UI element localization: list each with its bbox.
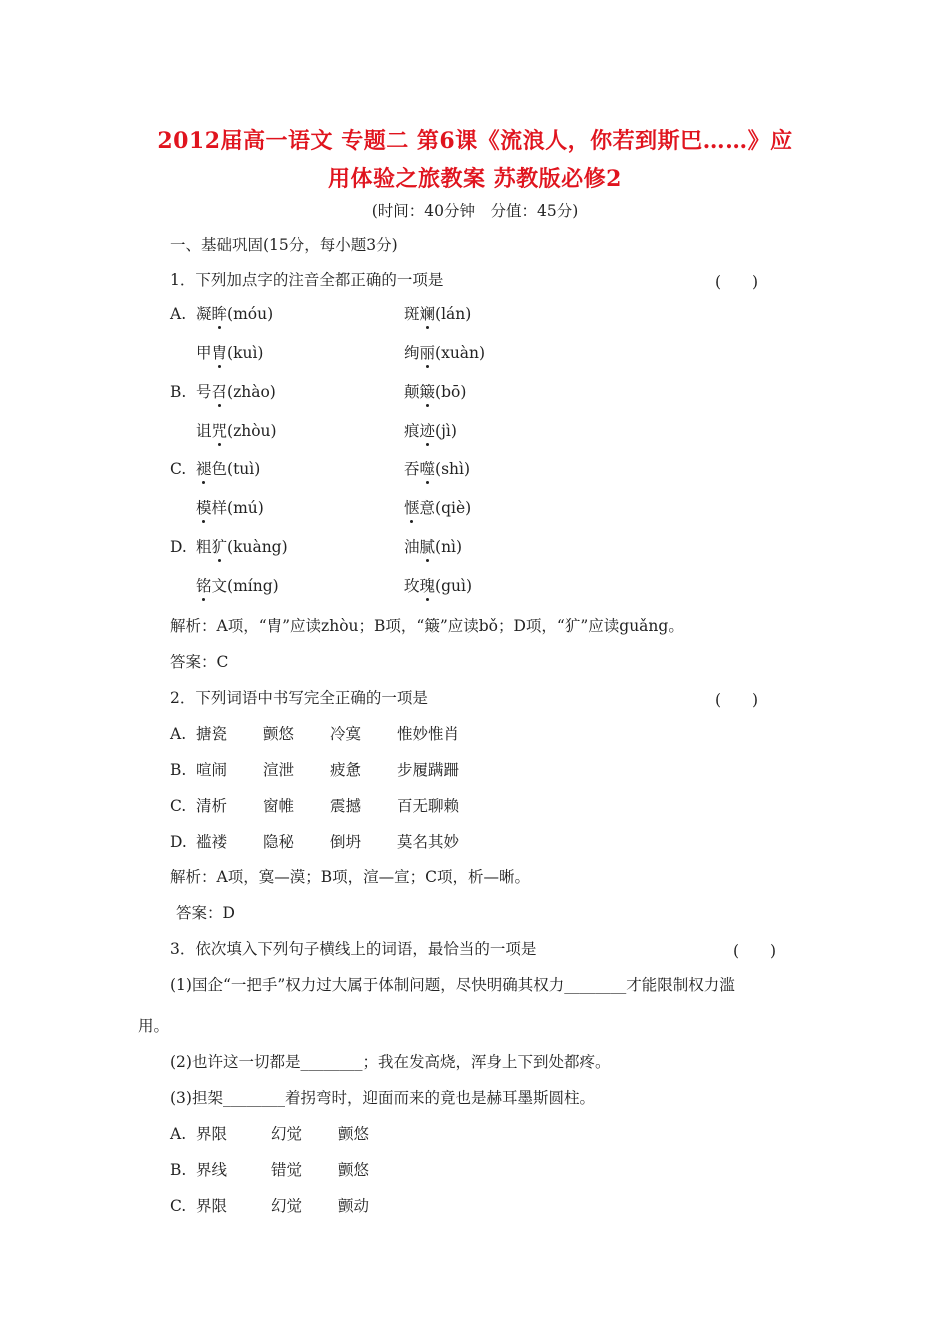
q2-option-row	[0, 796, 950, 820]
question-3-sentence-1-cont: 用。	[138, 1017, 170, 1035]
pinyin-text: (nì)	[435, 538, 463, 556]
q1-option-row	[0, 498, 950, 522]
dotted-char: 迹	[419, 422, 436, 440]
dotted-char: 噬	[419, 460, 436, 478]
q1-option-row	[0, 576, 950, 600]
option-word: 百无聊赖	[397, 797, 460, 815]
pinyin-entry	[404, 421, 457, 441]
question-1-stem: 1．下列加点字的注音全都正确的一项是	[170, 271, 444, 289]
dotted-char: 犷	[211, 538, 228, 556]
option-label: C.	[170, 797, 187, 815]
pinyin-entry	[196, 304, 273, 324]
option-word: 幻觉	[271, 1197, 303, 1215]
option-word: 颤悠	[338, 1125, 370, 1143]
question-2-stem: 2．下列词语中书写完全正确的一项是	[170, 689, 428, 707]
pinyin-text: (jì)	[435, 422, 457, 440]
pinyin-entry	[196, 537, 288, 557]
option-label: A.	[170, 305, 187, 323]
option-label: D.	[170, 538, 187, 556]
option-word: 冷寞	[330, 725, 362, 743]
pinyin-text: (móu)	[227, 305, 274, 323]
pinyin-text: (kuì)	[227, 344, 264, 362]
question-1-answer: 答案：C	[170, 653, 229, 671]
dotted-char: 铭	[196, 577, 212, 595]
entry-char: 痕	[404, 422, 420, 440]
dotted-char: 斓	[419, 305, 436, 323]
option-label: A.	[170, 725, 187, 743]
option-label: B.	[170, 383, 187, 401]
option-label: C.	[170, 1197, 187, 1215]
entry-char: 油	[404, 538, 420, 556]
option-word: 渲泄	[263, 761, 295, 779]
q1-option-row	[0, 537, 950, 561]
entry-char: 凝	[196, 305, 212, 323]
section-heading: 一、基础巩固(15分，每小题3分)	[170, 236, 398, 254]
q1-option-row	[0, 343, 950, 367]
question-1-analysis: 解析：A项，“胄”应读zhòu；B项，“簸”应读bǒ；D项，“犷”应读guǎng。	[170, 617, 684, 635]
entry-char: 诅	[196, 422, 212, 440]
question-2-answer: 答案：D	[176, 904, 235, 922]
pinyin-entry	[404, 343, 485, 363]
q3-option-row	[0, 1160, 950, 1184]
entry-char: 绚	[404, 344, 420, 362]
pinyin-text: 意(qiè)	[419, 499, 472, 517]
pinyin-text: (guì)	[435, 577, 472, 595]
option-word: 幻觉	[271, 1125, 303, 1143]
question-3-answer-blank: ( )	[733, 942, 777, 960]
option-word: 疲惫	[330, 761, 362, 779]
question-3-sentence-3: (3)担架________着拐弯时，迎面而来的竟也是赫耳墨斯圆柱。	[170, 1089, 595, 1107]
pinyin-entry	[196, 576, 279, 596]
question-3-stem: 3．依次填入下列句子横线上的词语，最恰当的一项是	[170, 940, 537, 958]
pinyin-text: 样(mú)	[211, 499, 264, 517]
option-word: 褴褛	[196, 833, 228, 851]
option-word: 步履蹒跚	[397, 761, 460, 779]
pinyin-entry	[404, 576, 472, 596]
option-word: 惟妙惟肖	[397, 725, 460, 743]
pinyin-entry	[404, 304, 471, 324]
pinyin-text: (kuàng)	[227, 538, 288, 556]
document-title-line1: 2012届高一语文 专题二 第6课《流浪人，你若到斯巴……》应	[157, 128, 793, 154]
option-word: 莫名其妙	[397, 833, 460, 851]
dotted-char: 眸	[211, 305, 228, 323]
option-label: B.	[170, 1161, 187, 1179]
pinyin-entry	[196, 382, 276, 402]
pinyin-entry	[196, 459, 260, 479]
option-label: D.	[170, 833, 187, 851]
question-3-sentence-1: (1)国企“一把手”权力过大属于体制问题，尽快明确其权力________才能限制权力滥	[170, 976, 735, 994]
entry-char: 颠	[404, 383, 420, 401]
option-word: 窗帷	[263, 797, 295, 815]
pinyin-entry	[404, 537, 462, 557]
option-word: 隐秘	[263, 833, 295, 851]
q1-option-row	[0, 304, 950, 328]
option-word: 界限	[196, 1197, 228, 1215]
question-1-answer-blank: ( )	[715, 273, 759, 291]
q2-option-row	[0, 760, 950, 784]
entry-char: 粗	[196, 538, 212, 556]
q2-option-row	[0, 832, 950, 856]
pinyin-entry	[196, 343, 263, 363]
dotted-char: 瑰	[419, 577, 436, 595]
dotted-char: 丽	[419, 344, 436, 362]
option-label: C.	[170, 460, 187, 478]
q1-option-row	[0, 459, 950, 483]
option-word: 颤悠	[263, 725, 295, 743]
option-word: 喧闹	[196, 761, 228, 779]
pinyin-entry	[404, 498, 471, 518]
q1-option-row	[0, 421, 950, 445]
dotted-char: 褪	[196, 460, 212, 478]
pinyin-text: 文(míng)	[211, 577, 279, 595]
q1-option-row	[0, 382, 950, 406]
dotted-char: 召	[211, 383, 228, 401]
option-word: 倒坍	[330, 833, 362, 851]
entry-char: 玫	[404, 577, 420, 595]
option-word: 搪瓷	[196, 725, 228, 743]
pinyin-entry	[196, 498, 264, 518]
pinyin-text: (zhòu)	[227, 422, 277, 440]
pinyin-text: (xuàn)	[435, 344, 486, 362]
time-score-info: (时间：40分钟 分值：45分)	[371, 202, 579, 220]
pinyin-entry	[196, 421, 277, 441]
question-2-answer-blank: ( )	[715, 691, 759, 709]
question-2-analysis: 解析：A项，寞—漠；B项，渲—宣；C项，析—晰。	[170, 868, 530, 886]
entry-char: 甲	[196, 344, 212, 362]
pinyin-text: (shì)	[435, 460, 471, 478]
document-title-line2: 用体验之旅教案 苏教版必修2	[328, 166, 622, 192]
option-word: 震撼	[330, 797, 362, 815]
q3-option-row	[0, 1196, 950, 1220]
dotted-char: 模	[196, 499, 212, 517]
dotted-char: 胄	[211, 344, 228, 362]
entry-char: 吞	[404, 460, 420, 478]
option-word: 错觉	[271, 1161, 303, 1179]
pinyin-text: 色(tuì)	[211, 460, 261, 478]
option-word: 颤动	[338, 1197, 370, 1215]
entry-char: 斑	[404, 305, 420, 323]
entry-char: 号	[196, 383, 212, 401]
pinyin-text: (bō)	[435, 383, 467, 401]
dotted-char: 簸	[419, 383, 436, 401]
dotted-char: 惬	[404, 499, 420, 517]
option-label: B.	[170, 761, 187, 779]
option-word: 清析	[196, 797, 228, 815]
dotted-char: 咒	[211, 422, 228, 440]
pinyin-text: (lán)	[435, 305, 472, 323]
pinyin-text: (zhào)	[227, 383, 276, 401]
pinyin-entry	[404, 382, 466, 402]
option-word: 界限	[196, 1125, 228, 1143]
question-3-sentence-2: (2)也许这一切都是________；我在发高烧，浑身上下到处都疼。	[170, 1053, 611, 1071]
q2-option-row	[0, 724, 950, 748]
pinyin-entry	[404, 459, 470, 479]
option-word: 颤悠	[338, 1161, 370, 1179]
q3-option-row	[0, 1124, 950, 1148]
option-word: 界线	[196, 1161, 228, 1179]
dotted-char: 腻	[419, 538, 436, 556]
option-label: A.	[170, 1125, 187, 1143]
